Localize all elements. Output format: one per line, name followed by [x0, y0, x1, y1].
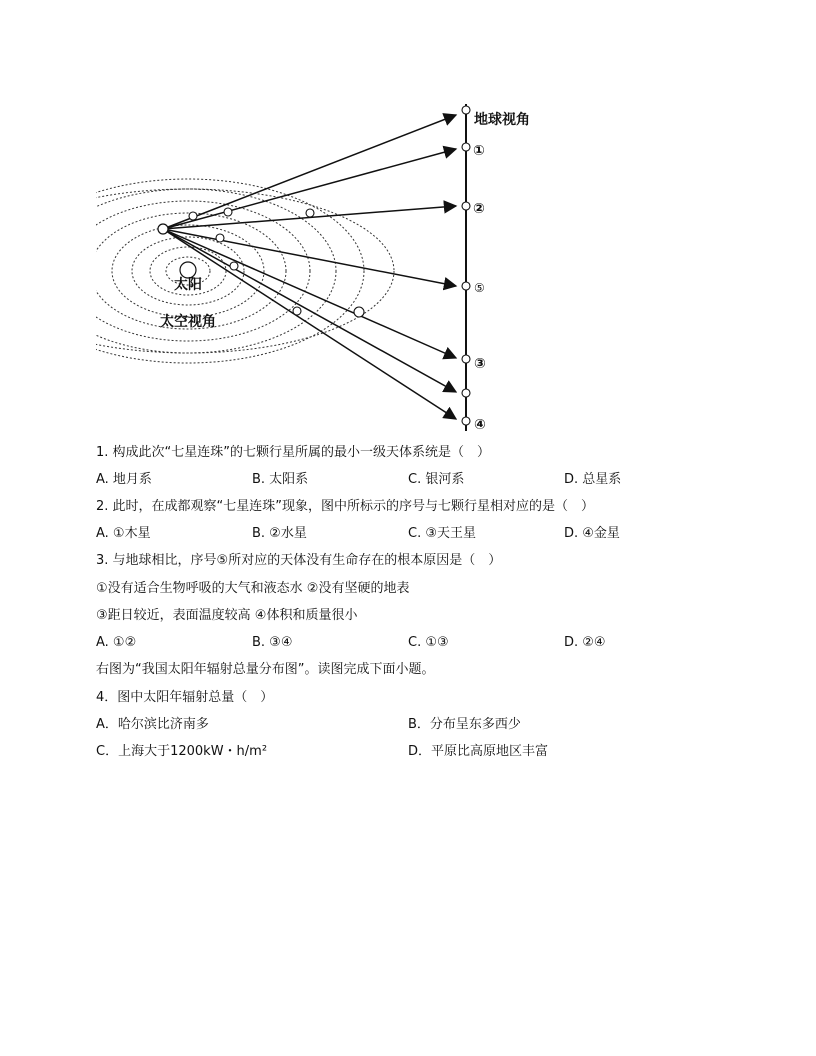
question-3-stem: 3. 与地球相比，序号⑤所对应的天体没有生命存在的根本原因是（ ） [96, 553, 502, 568]
q1-option-b: B. 太阳系 [252, 472, 309, 487]
question-4-stem: 4．图中太阳年辐射总量（ ） [96, 690, 274, 705]
sun-circle [180, 262, 196, 278]
marker-3: ③ [474, 356, 486, 372]
q3-statement-line-2: ③距日较近，表面温度较高 ④体积和质量很小 [96, 608, 358, 623]
sun-label: 太阳 [174, 277, 202, 293]
space-view-label: 太空视角 [160, 314, 216, 330]
q1-option-d: D. 总星系 [564, 472, 622, 487]
q1-option-c: C. 银河系 [408, 472, 465, 487]
earth-point [158, 224, 168, 234]
question-2-stem: 2. 此时，在成都观察“七星连珠”现象，图中所标示的序号与七颗行星相对应的是（ ） [96, 499, 595, 514]
q3-statement-line-1: ①没有适合生物呼吸的大气和液态水 ②没有坚硬的地表 [96, 581, 410, 596]
marker-4: ④ [474, 417, 486, 433]
q2-option-b: B. ②水星 [252, 526, 307, 541]
section-intro: 右图为“我国太阳年辐射总量分布图”。读图完成下面小题。 [96, 662, 435, 677]
earth-view-label: 地球视角 [474, 112, 530, 128]
marker-2: ② [473, 201, 485, 217]
q1-option-a: A. 地月系 [96, 472, 152, 487]
marker-1: ① [473, 143, 485, 159]
q2-option-d: D. ④金星 [564, 526, 620, 541]
question-1-stem: 1. 构成此次“七星连珠”的七颗行星所属的最小一级天体系统是（ ） [96, 445, 491, 460]
q4-option-b: B．分布呈东多西少 [408, 717, 521, 732]
q2-option-c: C. ③天王星 [408, 526, 476, 541]
q2-option-a: A. ①木星 [96, 526, 151, 541]
q4-option-c: C．上海大于1200kW・h/m² [96, 744, 268, 759]
figure-svg [96, 96, 536, 436]
q4-option-d: D．平原比高原地区丰富 [408, 744, 549, 759]
q3-option-d: D. ②④ [564, 635, 606, 650]
q3-option-a: A. ①② [96, 635, 137, 650]
planet-alignment-figure [96, 96, 536, 436]
q4-option-a: A．哈尔滨比济南多 [96, 717, 209, 732]
q3-option-c: C. ①③ [408, 635, 449, 650]
marker-5: ⑤ [474, 281, 485, 295]
q3-option-b: B. ③④ [252, 635, 293, 650]
